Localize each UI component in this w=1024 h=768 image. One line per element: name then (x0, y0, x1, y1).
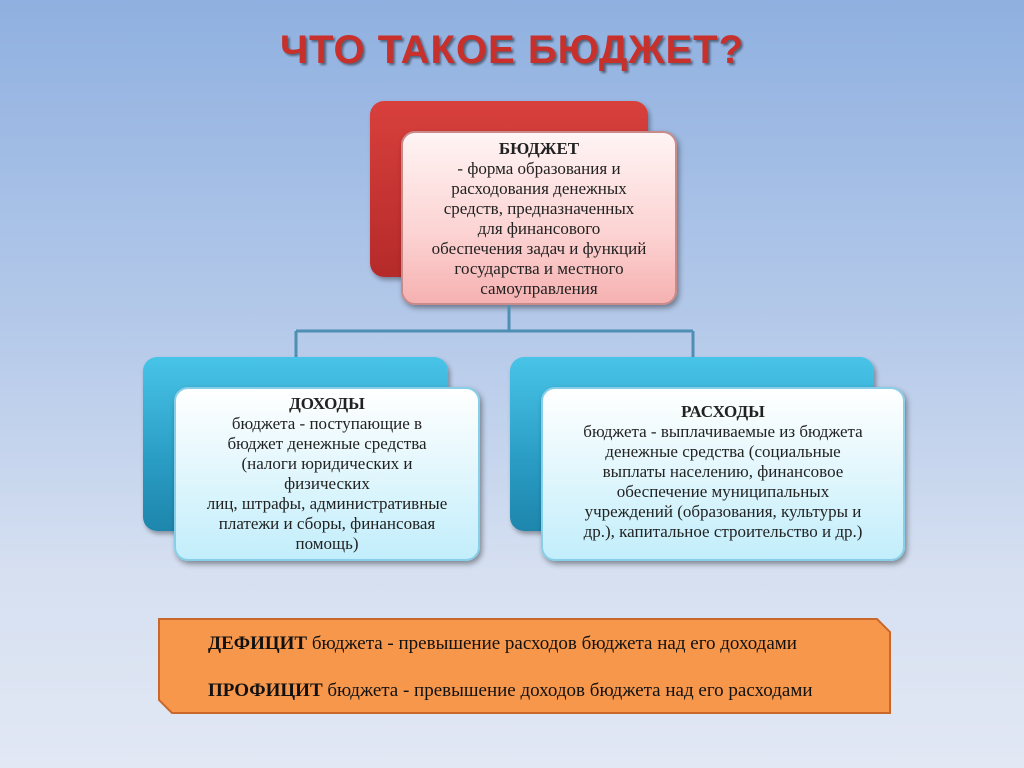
income-card (174, 387, 480, 561)
surplus-text: бюджета - превышение доходов бюджета над его расходами (322, 680, 813, 701)
income-heading: ДОХОДЫ (289, 394, 365, 413)
budget-card (401, 131, 677, 305)
expenses-card (541, 387, 905, 561)
deficit-term: ДЕФИЦИТ (208, 633, 308, 654)
expenses-definition: бюджета - выплачиваемые из бюджета денежные средства (социальные выплаты населению, финансовое обеспечение муниципальных учреждений (образования, культуры и др.), капитальное строительство и др.) (583, 422, 863, 541)
expenses-heading: РАСХОДЫ (681, 402, 765, 421)
deficit-text: бюджета - превышение расходов бюджета над его доходами (307, 633, 797, 654)
surplus-term: ПРОФИЦИТ (208, 680, 323, 701)
deficit-line (208, 633, 797, 655)
budget-definition: - форма образования и расходования денежных средств, предназначенных для финансового обеспечения задач и функций государства и местного самоуправления (431, 159, 647, 298)
page-title: ЧТО ТАКОЕ БЮДЖЕТ? (279, 28, 745, 72)
surplus-line (208, 680, 813, 702)
budget-heading: БЮДЖЕТ (498, 139, 580, 158)
income-definition: бюджета - поступающие в бюджет денежные средства (налоги юридических и физических лиц, штрафы, административные платежи и сборы, финансовая помощь) (206, 414, 448, 553)
